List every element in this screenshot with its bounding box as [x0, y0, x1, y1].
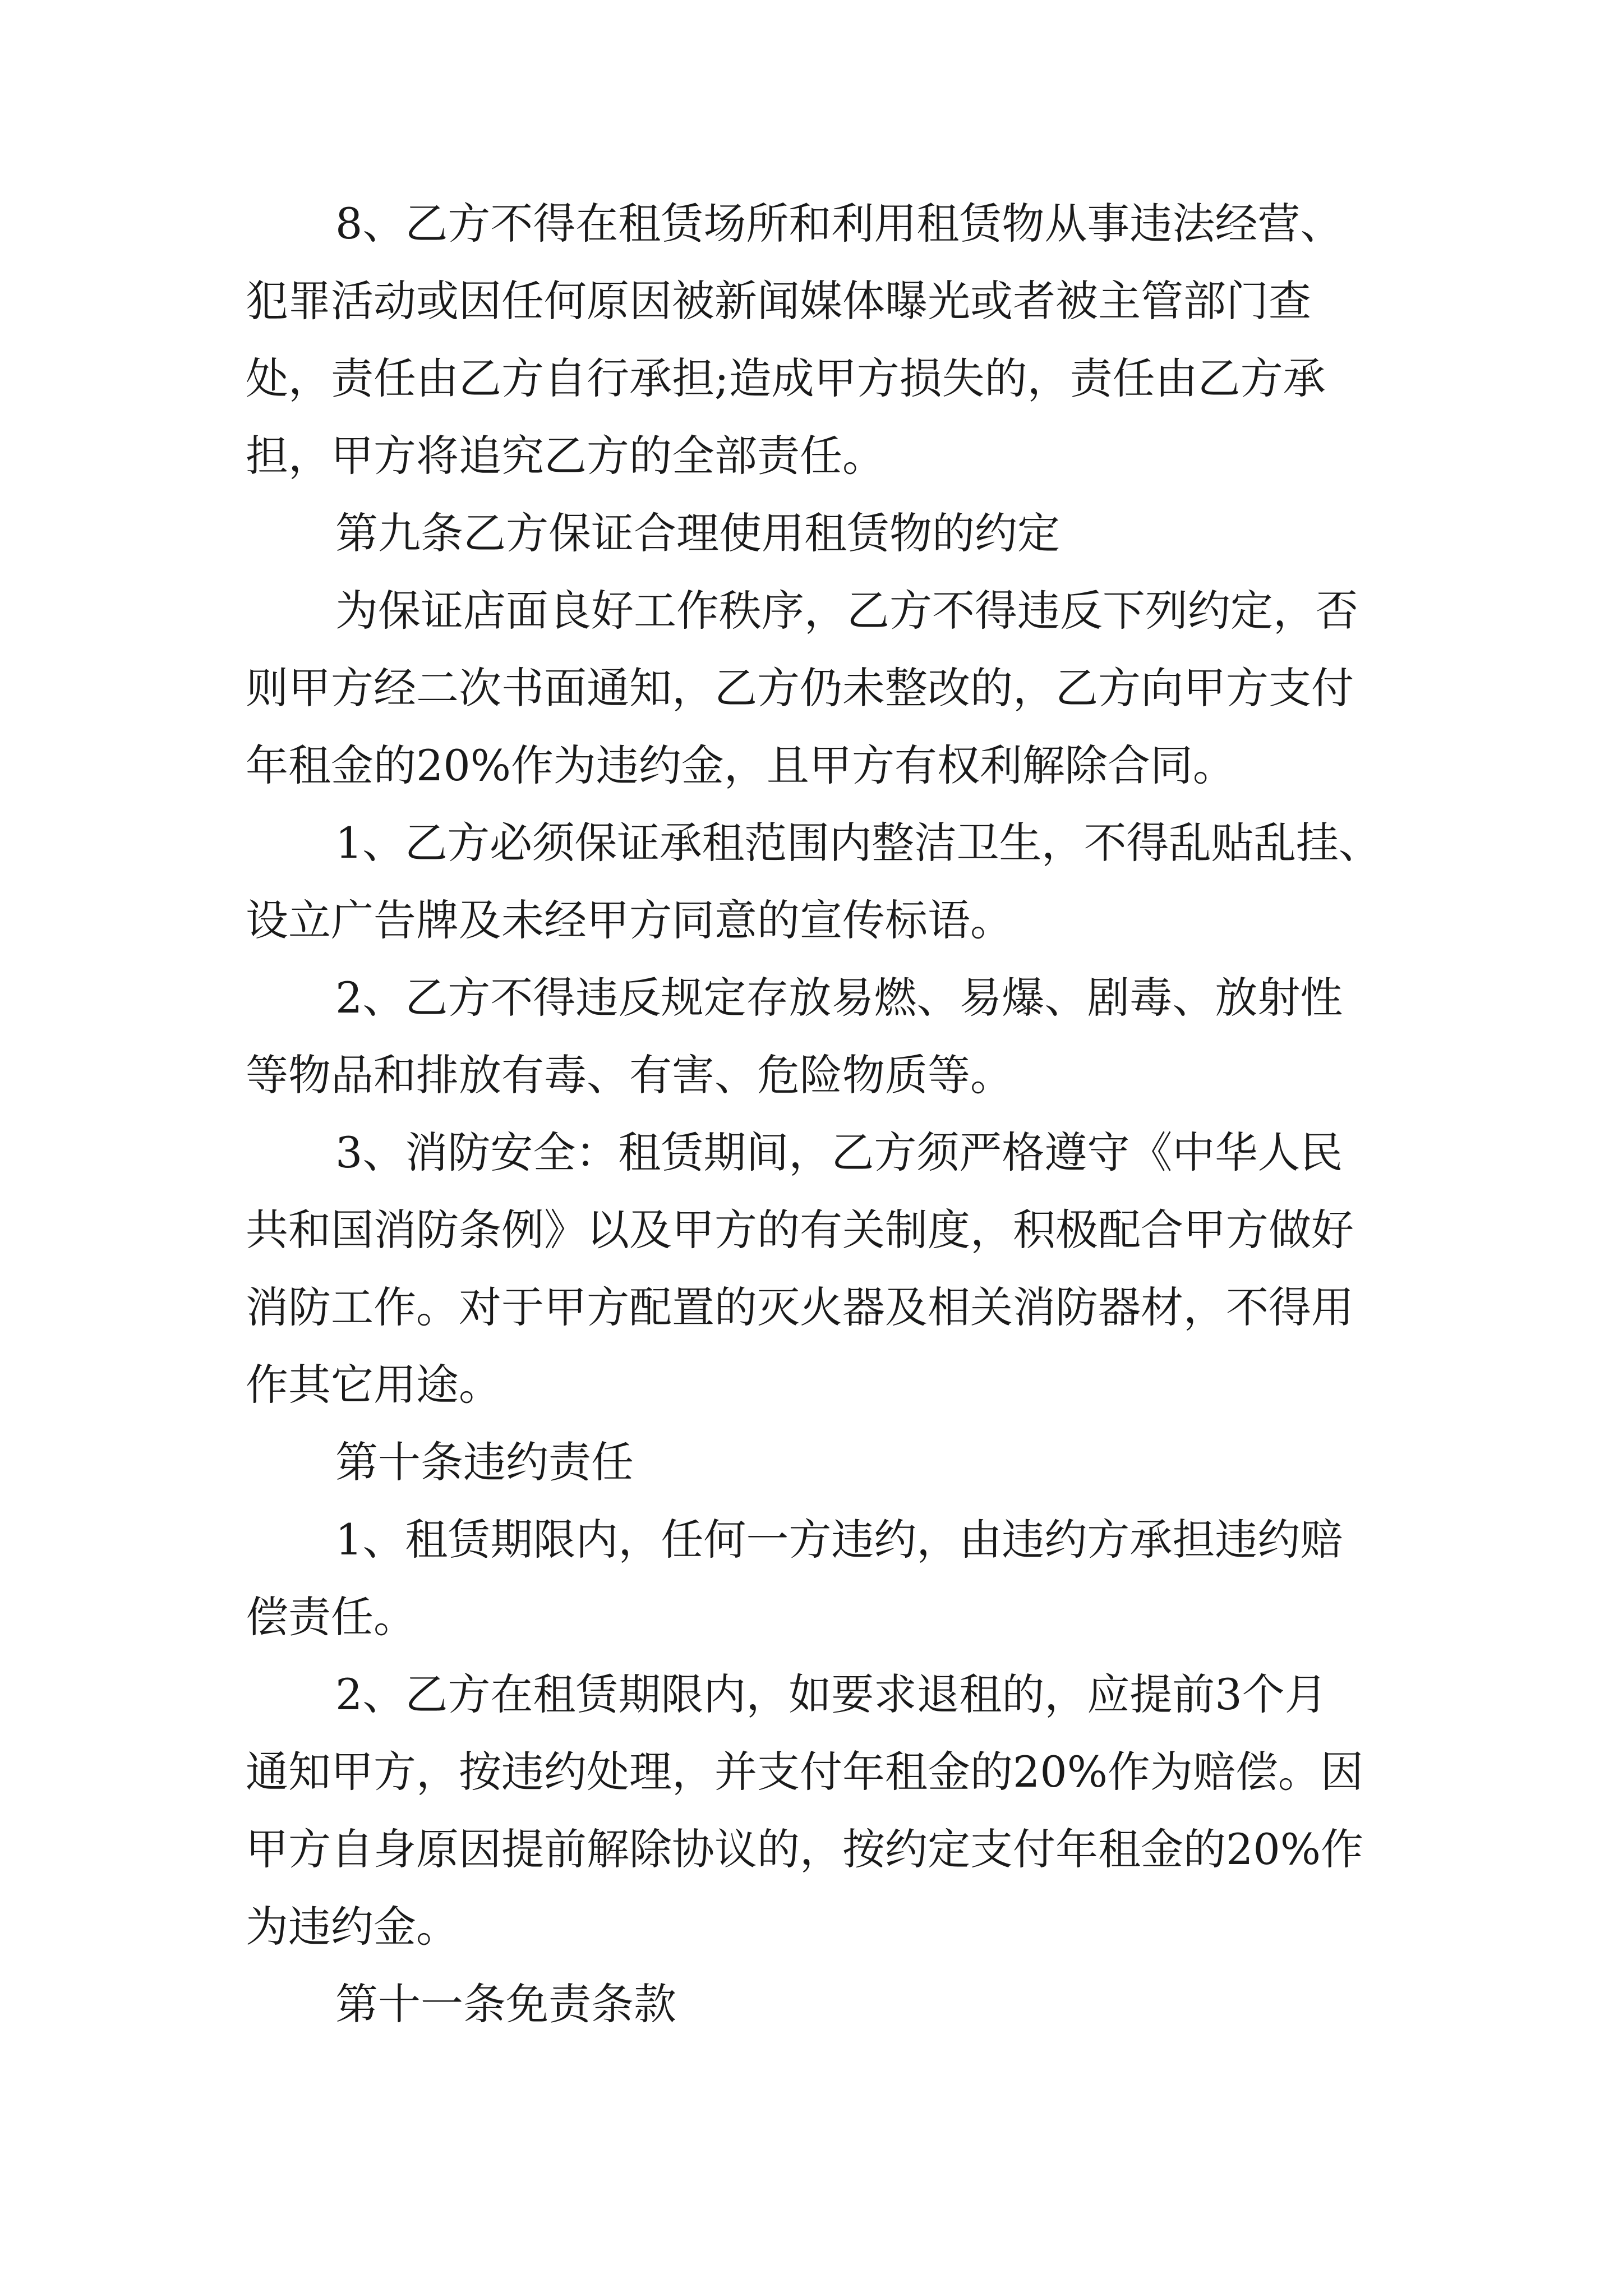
paragraph-article-9-item-1: [246, 804, 1381, 959]
document-body: [246, 185, 1381, 2043]
text-line: 第十条违约责任: [335, 1437, 634, 1487]
text-line: 2、乙方不得违反规定存放易燃、易爆、剧毒、放射性: [335, 973, 1343, 1023]
text-line: 3、消防安全：租赁期间，乙方须严格遵守《中华人民: [335, 1128, 1343, 1177]
text-line: 等物品和排放有毒、有害、危险物质等。: [246, 1050, 1013, 1100]
paragraph-article-9-heading: [246, 495, 1381, 572]
paragraph-article-11-heading: [246, 1966, 1381, 2043]
paragraph-clause-8-8: [246, 185, 1381, 495]
text-line: 处，责任由乙方自行承担;造成甲方损失的，责任由乙方承: [246, 353, 1326, 403]
text-line: 年租金的20%作为违约金，且甲方有权利解除合同。: [246, 740, 1235, 790]
text-line: 偿责任。: [246, 1592, 416, 1642]
text-line: 8、乙方不得在租赁场所和利用租赁物从事违法经营、: [335, 199, 1343, 249]
paragraph-article-10-item-1: [246, 1501, 1381, 1656]
text-line: 消防工作。对于甲方配置的灭火器及相关消防器材，不得用: [246, 1282, 1354, 1332]
paragraph-article-10-heading: [246, 1424, 1381, 1501]
paragraph-article-9-item-2: [246, 959, 1381, 1114]
paragraph-article-9-intro: [246, 572, 1381, 804]
paragraph-article-10-item-2: [246, 1656, 1381, 1966]
text-line: 犯罪活动或因任何原因被新闻媒体曝光或者被主管部门查: [246, 276, 1311, 326]
text-line: 担，甲方将追究乙方的全部责任。: [246, 431, 885, 481]
text-line: 1、租赁期限内，任何一方违约，由违约方承担违约赔: [335, 1515, 1343, 1565]
text-line: 设立广告牌及未经甲方同意的宣传标语。: [246, 895, 1013, 945]
text-line: 1、乙方必须保证承租范围内整洁卫生，不得乱贴乱挂、: [335, 818, 1381, 868]
text-line: 为保证店面良好工作秩序，乙方不得违反下列约定，否: [335, 586, 1358, 636]
text-line: 为违约金。: [246, 1902, 459, 1952]
text-line: 通知甲方，按违约处理，并支付年租金的20%作为赔偿。因: [246, 1747, 1363, 1797]
paragraph-article-9-item-3: [246, 1114, 1381, 1424]
text-line: 第九条乙方保证合理使用租赁物的约定: [335, 508, 1060, 558]
text-line: 共和国消防条例》以及甲方的有关制度，积极配合甲方做好: [246, 1205, 1354, 1255]
text-line: 则甲方经二次书面通知，乙方仍未整改的，乙方向甲方支付: [246, 663, 1354, 713]
text-line: 2、乙方在租赁期限内，如要求退租的，应提前3个月: [335, 1669, 1327, 1719]
text-line: 甲方自身原因提前解除协议的，按约定支付年租金的20%作: [246, 1824, 1363, 1874]
text-line: 作其它用途。: [246, 1360, 501, 1410]
text-line: 第十一条免责条款: [335, 1979, 676, 2029]
